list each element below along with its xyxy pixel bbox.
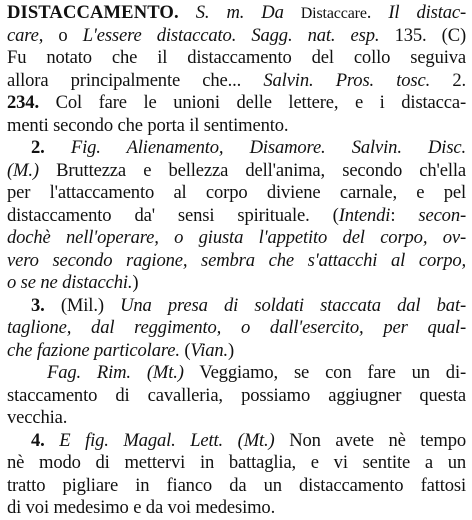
text-line xyxy=(7,475,466,498)
text-run: Fag. Rim. (Mt.) xyxy=(47,362,184,383)
text-run: Intendi xyxy=(338,204,391,226)
text-run: , o xyxy=(38,24,83,46)
text-line xyxy=(7,317,466,340)
text-run: ) xyxy=(132,272,139,293)
text-line xyxy=(7,227,466,250)
text-run: Salvin. Pros. tosc. xyxy=(263,69,431,91)
text-run: care xyxy=(7,24,39,46)
text-run: allora principalmente che... xyxy=(7,69,264,91)
text-run: E fig. Magal. Lett. (Mt.) xyxy=(59,429,275,451)
text-run: Distaccare xyxy=(300,5,367,22)
text-run: Bruttezza e bellezza dell'anima, secondo ch'ella xyxy=(38,159,466,181)
text-run: 3. xyxy=(31,294,45,316)
text-line xyxy=(7,497,466,520)
text-line xyxy=(7,2,466,25)
text-run xyxy=(45,430,60,451)
text-run: (Mil.) xyxy=(44,294,121,316)
text-run: vecchia. xyxy=(7,407,68,428)
text-run: ) xyxy=(228,339,235,361)
text-run: di voi medesimo e da voi medesimo. xyxy=(7,497,276,518)
text-run: o se ne distacchi. xyxy=(7,272,133,293)
text-run: secon- xyxy=(418,204,466,226)
text-run: 234. xyxy=(7,92,39,113)
text-run: ( xyxy=(179,339,191,361)
text-line xyxy=(7,137,466,160)
text-line xyxy=(7,205,466,228)
text-run: Vian. xyxy=(190,339,229,361)
text-line xyxy=(7,160,466,183)
text-line xyxy=(7,295,466,318)
text-run: Fu notato che il distaccamento del collo seguiva xyxy=(7,47,466,68)
text-run: taglione, dal reggimento, o dall'esercito, per qual- xyxy=(7,317,466,338)
text-run: 2. xyxy=(31,137,45,158)
text-run: S. m. Da xyxy=(195,2,301,23)
text-run: Non avete nè tempo xyxy=(274,429,466,451)
text-run: . xyxy=(366,2,389,23)
text-run: 135. (C) xyxy=(379,24,466,46)
text-run: menti secondo che porta il sentimento. xyxy=(7,114,289,136)
text-line xyxy=(7,70,466,93)
text-line xyxy=(7,340,466,363)
text-run: 2. xyxy=(430,69,466,91)
text-line xyxy=(7,407,466,430)
text-run: che fazione particolare. xyxy=(7,339,180,361)
text-run: nè modo di mettervi in battaglia, e vi sentite a un xyxy=(7,452,466,473)
text-run: tratto pigliare in fianco da un distaccamento fattosi xyxy=(7,474,466,496)
dictionary-entry-distaccamento xyxy=(7,2,466,520)
text-run xyxy=(45,137,71,158)
text-run: Veggiamo, se con fare un di- xyxy=(183,362,466,383)
text-line xyxy=(7,182,466,205)
text-line xyxy=(7,92,466,115)
text-line xyxy=(7,47,466,70)
text-line xyxy=(7,25,466,48)
text-run: Il distac- xyxy=(388,2,466,23)
text-run: (M.) xyxy=(7,159,39,181)
text-run xyxy=(179,2,196,23)
text-line xyxy=(7,362,466,385)
text-line xyxy=(7,250,466,273)
text-run: vero secondo ragione, sembra che s'attacchi al corpo, xyxy=(7,249,466,271)
text-line xyxy=(7,452,466,475)
text-line xyxy=(7,115,466,138)
text-line xyxy=(7,272,466,295)
text-run: Col fare le unioni delle lettere, e i distacca- xyxy=(38,92,466,113)
text-run: : xyxy=(390,204,419,226)
text-run: Una presa di soldati staccata dal bat- xyxy=(120,294,466,316)
text-run: Fig. Alienamento, Disamore. Salvin. Disc. xyxy=(70,137,466,158)
text-run: per l'attaccamento al corpo diviene carnale, e pel xyxy=(7,182,466,203)
text-run: staccamento di cavalleria, possiamo aggiugner questa xyxy=(7,384,466,406)
text-run: distaccamento da' sensi spirituale. ( xyxy=(7,204,339,226)
text-line xyxy=(7,430,466,453)
text-run: L'essere distaccato. Sagg. nat. esp. xyxy=(82,24,380,46)
headword: DISTACCAMENTO. xyxy=(7,2,179,23)
text-run: 4. xyxy=(31,429,45,451)
text-line xyxy=(7,385,466,408)
text-run: dochè nell'operare, o giusta l'appetito del corpo, ov- xyxy=(7,227,466,248)
